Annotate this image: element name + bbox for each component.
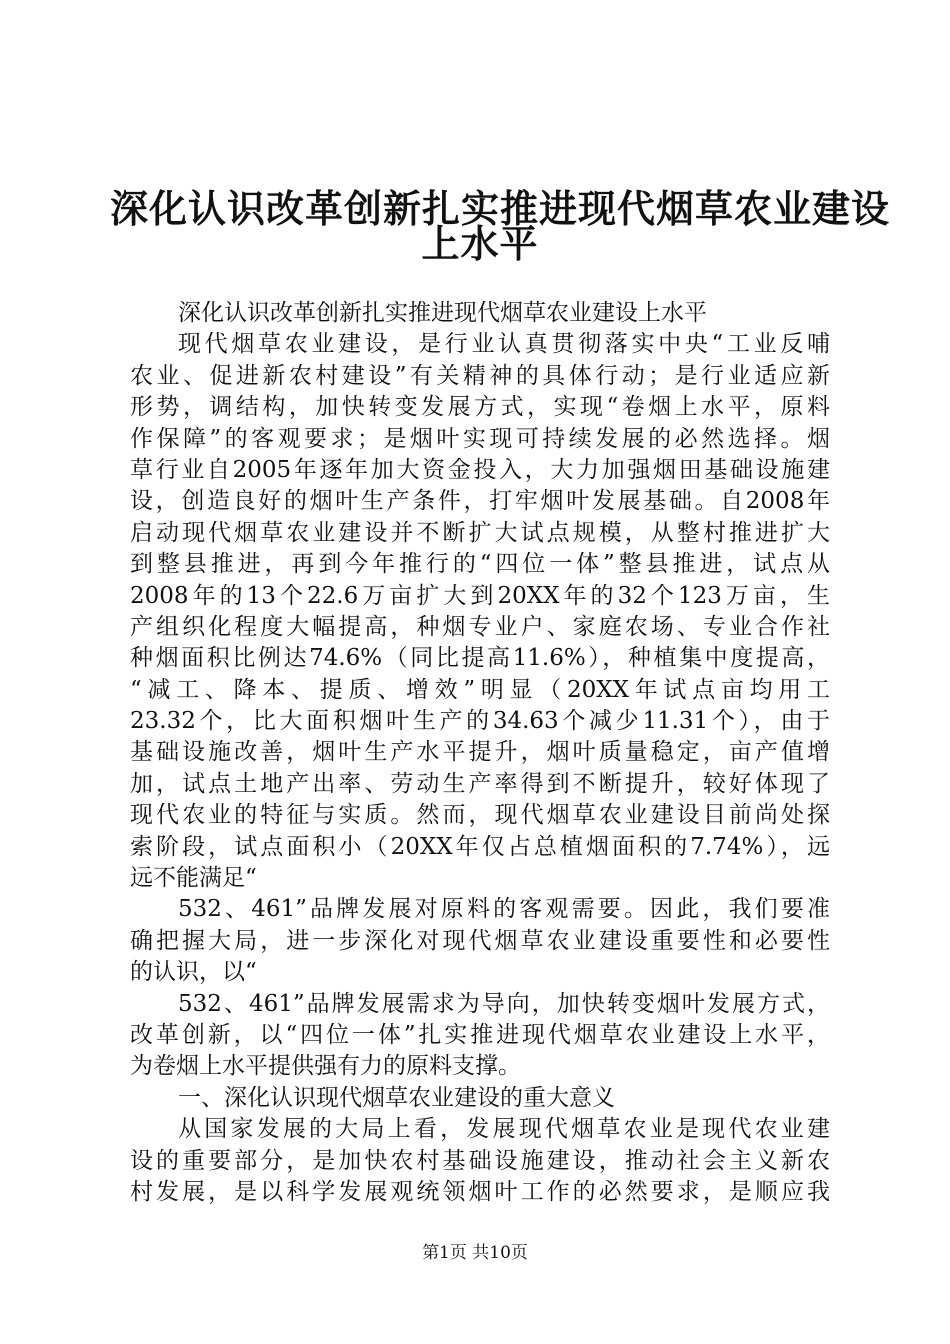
- body-line: 作保障”的客观要求；是烟叶实现可持续发展的必然选择。烟: [130, 425, 830, 452]
- body-line: 到整县推进，再到今年推行的“四位一体”整县推进，试点从: [130, 551, 830, 578]
- body-line: 现代农业的特征与实质。然而，现代烟草农业建设目前尚处探: [130, 802, 830, 829]
- body-line: 532、461”品牌发展对原料的客观需要。因此，我们要准: [178, 896, 830, 923]
- body-line: 2008年的13个22.6万亩扩大到20XX年的32个123万亩，生: [130, 582, 830, 609]
- section-heading: 一、深化认识现代烟草农业建设的重大意义: [178, 1084, 615, 1111]
- document-body: [130, 298, 830, 1208]
- body-line: 设的重要部分，是加快农村基础设施建设，推动社会主义新农: [130, 1147, 830, 1174]
- body-line: “减工、降本、提质、增效”明显（20XX年试点亩均用工: [130, 676, 830, 703]
- body-line: 为卷烟上水平提供强有力的原料支撑。: [130, 1053, 521, 1080]
- body-line: 启动现代烟草农业建设并不断扩大试点规模，从整村推进扩大: [130, 519, 830, 546]
- body-line: 23.32个，比大面积烟叶生产的34.63个减少11.31个），由于: [130, 708, 830, 735]
- document-title-line-2: 上水平: [421, 222, 539, 266]
- body-line: 索阶段，试点面积小（20XX年仅占总植烟面积的7.74%），远: [130, 833, 830, 860]
- body-line: 种烟面积比例达74.6%（同比提高11.6%），种植集中度提高，: [130, 645, 830, 672]
- body-line: 远不能满足“: [130, 865, 257, 892]
- body-line: 农业、促进新农村建设”有关精神的具体行动；是行业适应新: [130, 362, 830, 389]
- body-line: 现代烟草农业建设，是行业认真贯彻落实中央“工业反哺: [178, 331, 830, 358]
- body-line: 的认识，以“: [130, 959, 257, 986]
- body-line: 532、461”品牌发展需求为导向，加快转变烟叶发展方式，: [178, 990, 830, 1017]
- body-line: 从国家发展的大局上看，发展现代烟草农业是现代农业建: [178, 1116, 830, 1143]
- body-line: 村发展，是以科学发展观统领烟叶工作的必然要求，是顺应我: [130, 1178, 830, 1205]
- body-line: 加，试点土地产出率、劳动生产率得到不断提升，较好体现了: [130, 770, 830, 797]
- body-line: 基础设施改善，烟叶生产水平提升，烟叶质量稳定，亩产值增: [130, 739, 830, 766]
- body-line: 形势，调结构，加快转变发展方式，实现“卷烟上水平，原料: [130, 394, 830, 421]
- document-title-line-1: 深化认识改革创新扎实推进现代烟草农业建设: [110, 187, 891, 231]
- body-line: 确把握大局，进一步深化对现代烟草农业建设重要性和必要性: [130, 927, 830, 954]
- body-line: 产组织化程度大幅提高，种烟专业户、家庭农场、专业合作社: [130, 613, 830, 640]
- body-line: 设，创造良好的烟叶生产条件，打牢烟叶发展基础。自2008年: [130, 488, 830, 515]
- body-line: 深化认识改革创新扎实推进现代烟草农业建设上水平: [178, 300, 707, 326]
- body-line: 改革创新，以“四位一体”扎实推进现代烟草农业建设上水平，: [130, 1021, 830, 1048]
- page-number: 第1页 共10页: [422, 1243, 528, 1263]
- body-line: 草行业自2005年逐年加大资金投入，大力加强烟田基础设施建: [130, 456, 830, 483]
